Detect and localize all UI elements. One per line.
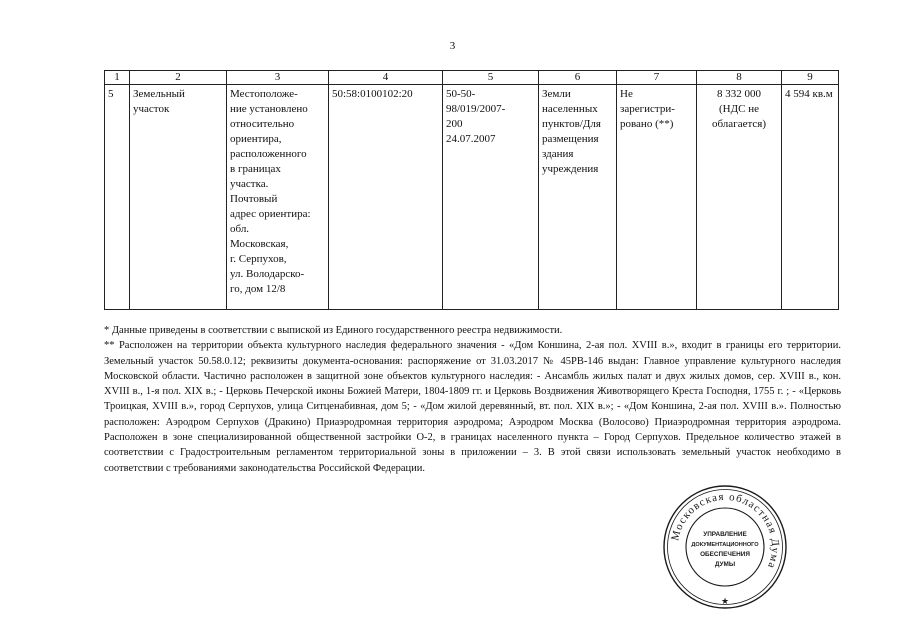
location-cell	[227, 85, 329, 310]
area-cell	[782, 85, 839, 310]
object-name: Земельный участок	[133, 88, 185, 115]
page-number: 3	[449, 40, 456, 52]
column-header: 6	[539, 71, 617, 85]
encumbrance-status: Не зарегистри- ровано (**)	[620, 88, 675, 130]
column-header: 2	[130, 71, 227, 85]
column-header: 3	[227, 71, 329, 85]
registration-record: 50-50- 98/019/2007- 200 24.07.2007	[446, 88, 506, 145]
column-header: 8	[697, 71, 782, 85]
stamp-center-line: УПРАВЛЕНИЕ	[703, 531, 747, 538]
cadastral-number: 50:58:0100102:20	[332, 88, 413, 100]
official-stamp	[662, 484, 788, 610]
property-table	[104, 70, 839, 310]
location-text: Местоположе- ние установлено относительно ориентира, расположенного в границах участка. Почтовый адрес ориентира: обл. Московская, г. Серпухов, ул. Володарско- го, дом 12/8	[230, 88, 311, 295]
footnotes	[104, 323, 841, 476]
cadastral-value: 8 332 000 (НДС не облагается)	[711, 88, 767, 130]
table-row	[105, 85, 839, 310]
land-category: Земли населенных пунктов/Для размещения здания учреждения	[542, 88, 601, 175]
footnote-1: * Данные приведены в соответствии с выпиской из Единого государственного реестра недвижимости.	[104, 325, 563, 336]
land-category-cell	[539, 85, 617, 310]
registration-cell	[443, 85, 539, 310]
star-icon: ★	[720, 596, 730, 606]
cadastral-cell	[329, 85, 443, 310]
column-header: 1	[105, 71, 130, 85]
stamp-center-line: ДУМЫ	[714, 561, 736, 568]
value-cell	[697, 85, 782, 310]
object-cell	[130, 85, 227, 310]
column-header: 4	[329, 71, 443, 85]
stamp-center-line: ОБЕСПЕЧЕНИЯ	[700, 551, 750, 558]
row-number: 5	[108, 88, 114, 100]
footnote-2: ** Расположен на территории объекта культурного наследия федерального значения - «Дом Коншина, 2-ая пол. XVIII в.», входит в границы его территории. Земельный участок 50.58.0.12; реквизиты документа-основания: распоряжение от 31.03.2017 № 45РВ-146 выдан: Главное управление культурного наследия Московской области. Частично расположен в защитной зоне объектов культурного наследия: - Ансамбль жилых палат и двух жилых домов, сер. XVIII в., кон. XVIII в., 1-я пол. XIX в.; - Церковь Печерской иконы Божией Матери, 1804-1809 гг. и Церковь Воздвижения Животворящего Креста Господня, 1755 г. ; - «Церковь Троицкая, XVIII в.», город Серпухов, улица Ситценабивная, дом 5; - «Дом жилой деревянный, вт. пол. XIX в.»; - «Дом Коншина, 2-ая пол. XVIII в.». Полностью расположен: Аэродром Серпухов (Дракино) Приаэродромная территория аэродрома; Аэродром Москва (Волосово) Приаэродромная территория аэродрома. Расположен в зоне специализированной общественной застройки О-2, в границах населенного пункта – Город Серпухов. Предельное количество этажей в соответствии с Градостроительным регламентом территориальной зоны в приложении – 3. В этой связи использовать земельный участок необходимо в соответствии с требованиями законодательства Российской Федерации.	[104, 340, 841, 474]
stamp-ring-text: Московская областная Дума	[669, 490, 782, 571]
table-header-row	[105, 71, 839, 85]
area-value: 4 594 кв.м	[785, 88, 833, 100]
column-header: 9	[782, 71, 839, 85]
stamp-center-line: ДОКУМЕНТАЦИОННОГО	[691, 542, 759, 548]
column-header: 5	[443, 71, 539, 85]
encumbrance-cell	[617, 85, 697, 310]
row-number-cell	[105, 85, 130, 310]
column-header: 7	[617, 71, 697, 85]
